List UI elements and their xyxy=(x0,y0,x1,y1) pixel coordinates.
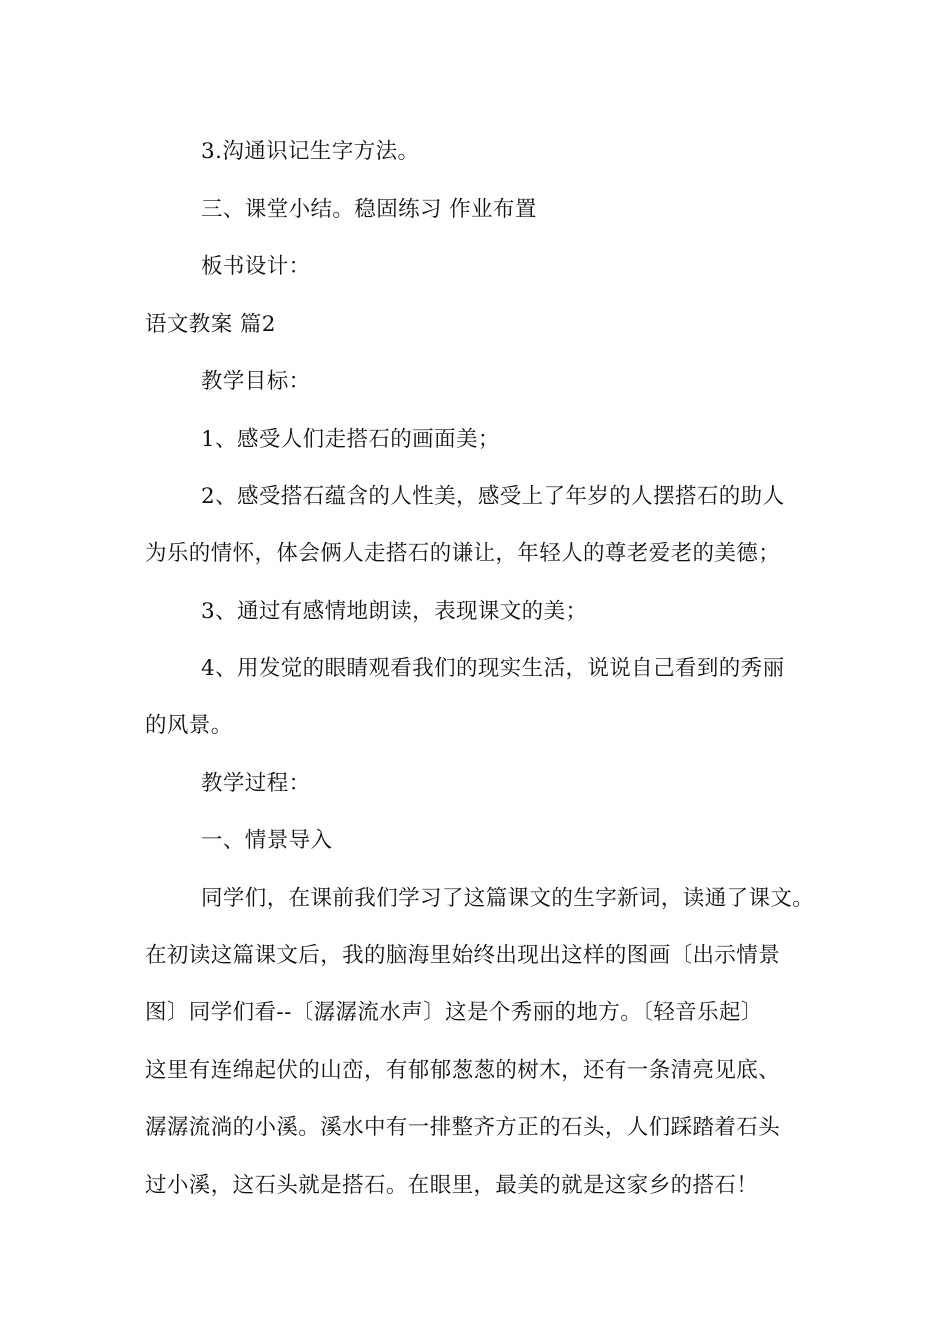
section-heading-intro: 一、情景导入 xyxy=(201,828,333,853)
paragraph-line-2: 在初读这篇课文后，我的脑海里始终出现出这样的图画〔出示情景 xyxy=(145,943,781,968)
paragraph-line-4: 这里有连绵起伏的山峦，有郁郁葱葱的树木，还有一条清亮见底、 xyxy=(145,1058,781,1083)
paragraph-line-3: 图〕同学们看--〔潺潺流水声〕这是个秀丽的地方。〔轻音乐起〕 xyxy=(145,1000,763,1025)
process-heading: 教学过程： xyxy=(201,771,311,796)
lesson-title: 语文教案 篇2 xyxy=(145,312,276,337)
paragraph-line-5: 潺潺流淌的小溪。溪水中有一排整齐方正的石头，人们踩踏着石头 xyxy=(145,1115,781,1140)
paragraph-line-1: 同学们，在课前我们学习了这篇课文的生字新词，读通了课文。 xyxy=(201,886,815,911)
objective-4-line-2: 的风景。 xyxy=(145,713,233,738)
objective-2-line-1: 2、感受搭石蕴含的人性美，感受上了年岁的人摆搭石的助人 xyxy=(201,484,785,509)
list-item-3: 3.沟通识记生字方法。 xyxy=(201,139,420,164)
objective-4-line-1: 4、用发觉的眼睛观看我们的现实生活，说说自己看到的秀丽 xyxy=(201,656,785,681)
objective-3: 3、通过有感情地朗读，表现课文的美； xyxy=(201,599,588,624)
board-design-label: 板书设计： xyxy=(201,254,311,279)
objective-2-line-2: 为乐的情怀，体会俩人走搭石的谦让，年轻人的尊老爱老的美德； xyxy=(145,541,781,566)
paragraph-line-6: 过小溪，这石头就是搭石。在眼里，最美的就是这家乡的搭石！ xyxy=(145,1173,759,1198)
objectives-heading: 教学目标： xyxy=(201,369,311,394)
section-heading-summary: 三、课堂小结。稳固练习 作业布置 xyxy=(201,197,537,222)
objective-1: 1、感受人们走搭石的画面美； xyxy=(201,427,500,452)
